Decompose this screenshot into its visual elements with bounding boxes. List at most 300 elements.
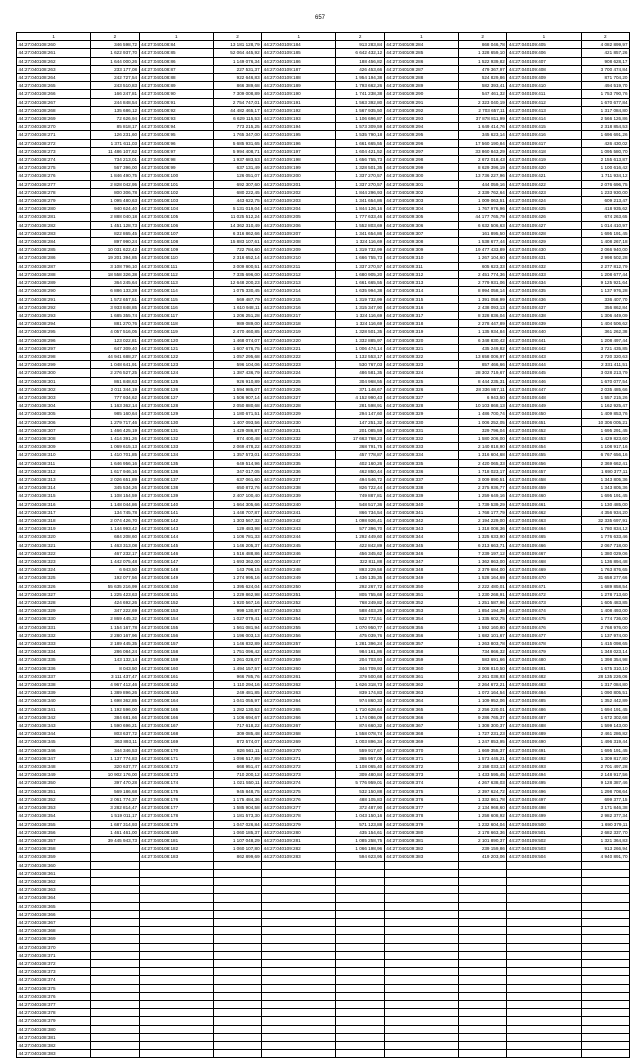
cadastral-number-cell: 44:27:040109:449: [507, 402, 581, 410]
table-row: [17, 795, 630, 803]
cadastral-number-cell: 44:27:040109:383: [384, 853, 458, 861]
cadastral-number-cell: 44:27:040108:300: [17, 369, 91, 377]
cadastral-value-cell: 1 324 116,69: [336, 238, 384, 246]
cadastral-number-cell: 44:27:040108:271: [17, 131, 91, 139]
cadastral-number-cell: 44:27:040109:202: [262, 188, 336, 196]
cadastral-value-cell: 1 230 268,91: [459, 590, 507, 598]
cadastral-value-cell: [91, 1000, 139, 1008]
cadastral-number-cell: [507, 1033, 581, 1041]
cadastral-value-cell: [91, 910, 139, 918]
cadastral-number-cell: 44:27:040109:453: [507, 434, 581, 442]
cadastral-value-cell: 1 661 665,55: [336, 279, 384, 287]
cadastral-number-cell: 44:27:040108:332: [17, 631, 91, 639]
cadastral-value-cell: 2 703 657,11: [459, 106, 507, 114]
cadastral-number-cell: 44:27:040109:258: [262, 648, 336, 656]
table-row: [17, 828, 630, 836]
cadastral-value-cell: 6 316 862,66: [213, 229, 261, 237]
cadastral-number-cell: 44:27:040108:142: [139, 516, 213, 524]
cadastral-number-cell: 44:27:040109:186: [262, 57, 336, 65]
cadastral-value-cell: 397 470,28: [91, 779, 139, 787]
cadastral-number-cell: 44:27:040109:376: [384, 795, 458, 803]
table-row: [17, 672, 630, 680]
cadastral-number-cell: 44:27:040108:176: [139, 795, 213, 803]
cadastral-value-cell: 1 309 817,80: [581, 754, 629, 762]
cadastral-value-cell: 1 768 177,79: [459, 508, 507, 516]
cadastral-number-cell: 44:27:040108:292: [17, 303, 91, 311]
cadastral-value-cell: 1 389 896,26: [91, 689, 139, 697]
cadastral-value-cell: 1 174 086,09: [336, 713, 384, 721]
cadastral-number-cell: 44:27:040108:84: [139, 41, 213, 49]
cadastral-value-cell: 1 433 595,45: [459, 771, 507, 779]
cadastral-value-cell: 2 339 762,64: [459, 188, 507, 196]
cadastral-value-cell: 2 101 890,37: [459, 836, 507, 844]
cadastral-number-cell: [384, 1025, 458, 1033]
cadastral-value-cell: [213, 927, 261, 935]
cadastral-number-cell: 44:27:040109:252: [262, 599, 336, 607]
cadastral-value-cell: [336, 968, 384, 976]
cadastral-value-cell: 281 598,91: [336, 402, 384, 410]
cadastral-value-cell: 7 239 197,12: [459, 549, 507, 557]
cadastral-value-cell: [336, 1041, 384, 1049]
cadastral-number-cell: 44:27:040109:466: [507, 541, 581, 549]
cadastral-number-cell: 44:27:040108:328: [17, 599, 91, 607]
cadastral-value-cell: 72 626,94: [91, 115, 139, 123]
cadastral-number-cell: 44:27:040108:86: [139, 57, 213, 65]
cadastral-value-cell: 1 711 934,12: [581, 172, 629, 180]
cadastral-value-cell: 1 343 805,36: [581, 484, 629, 492]
cadastral-value-cell: 443 622,75: [213, 197, 261, 205]
page-number: 657: [314, 15, 325, 21]
cadastral-number-cell: 44:27:040108:365: [17, 902, 91, 910]
cadastral-number-cell: 44:27:040109:359: [384, 656, 458, 664]
cadastral-number-cell: 44:27:040108:95: [139, 131, 213, 139]
cadastral-value-cell: [581, 927, 629, 935]
cadastral-number-cell: [139, 1009, 213, 1017]
cadastral-number-cell: 44:27:040108:379: [17, 1017, 91, 1025]
cadastral-number-cell: 44:27:040109:346: [384, 549, 458, 557]
cadastral-value-cell: 188 456,82: [336, 57, 384, 65]
cadastral-value-cell: 1 552 803,69: [336, 221, 384, 229]
cadastral-number-cell: 44:27:040108:171: [139, 754, 213, 762]
cadastral-value-cell: 1 739 539,29: [459, 500, 507, 508]
cadastral-number-cell: 44:27:040109:306: [384, 221, 458, 229]
table-row: [17, 549, 630, 557]
cadastral-number-cell: 44:27:040108:106: [139, 221, 213, 229]
cadastral-value-cell: 1 496 319,44: [581, 738, 629, 746]
cadastral-number-cell: 44:27:040108:324: [17, 566, 91, 574]
table-row: [17, 188, 630, 196]
table-row: [17, 254, 630, 262]
cadastral-number-cell: 44:27:040109:382: [384, 845, 458, 853]
cadastral-number-cell: 44:27:040109:261: [262, 672, 336, 680]
cadastral-value-cell: 1 442 075,48: [91, 558, 139, 566]
cadastral-number-cell: [507, 1041, 581, 1049]
cadastral-number-cell: 44:27:040109:270: [262, 746, 336, 754]
cadastral-number-cell: [384, 992, 458, 1000]
cadastral-number-cell: 44:27:040109:282: [262, 845, 336, 853]
cadastral-value-cell: 344 709,93: [336, 664, 384, 672]
cadastral-value-cell: 1 263 803,78: [459, 640, 507, 648]
cadastral-number-cell: 44:27:040108:155: [139, 623, 213, 631]
cadastral-value-cell: 1 180 671,51: [213, 410, 261, 418]
cadastral-value-cell: 243 510,83: [91, 82, 139, 90]
cadastral-value-cell: 1 689 858,54: [581, 582, 629, 590]
cadastral-number-cell: 44:27:040108:158: [139, 648, 213, 656]
cadastral-number-cell: 44:27:040108:321: [17, 541, 91, 549]
table-row: [17, 992, 630, 1000]
cadastral-number-cell: 44:27:040108:144: [139, 533, 213, 541]
cadastral-number-cell: [262, 976, 336, 984]
cadastral-number-cell: 44:27:040109:276: [262, 795, 336, 803]
cadastral-value-cell: 3 282 814,47: [91, 804, 139, 812]
cadastral-value-cell: 1 146 205,37: [213, 541, 261, 549]
cadastral-number-cell: [139, 935, 213, 943]
table-row: [17, 508, 630, 516]
cadastral-number-cell: [262, 1000, 336, 1008]
cadastral-value-cell: 2 067 718,00: [581, 541, 629, 549]
cadastral-value-cell: 777 934,62: [91, 393, 139, 401]
cadastral-value-cell: 1 108 917,16: [581, 443, 629, 451]
cadastral-value-cell: 1 047 026,84: [213, 820, 261, 828]
cadastral-value-cell: [459, 1050, 507, 1058]
cadastral-number-cell: [507, 869, 581, 877]
cadastral-value-cell: 345 534,26: [91, 484, 139, 492]
cadastral-number-cell: 44:27:040108:318: [17, 516, 91, 524]
table-row: [17, 746, 630, 754]
cadastral-number-cell: 44:27:040109:436: [507, 295, 581, 303]
cadastral-number-cell: 44:27:040109:232: [262, 434, 336, 442]
cadastral-value-cell: 1 572 657,51: [91, 295, 139, 303]
cadastral-value-cell: 583 691,66: [459, 656, 507, 664]
cadastral-value-cell: 1 208 677,44: [581, 270, 629, 278]
cadastral-number-cell: 44:27:040109:459: [507, 484, 581, 492]
cadastral-value-cell: [213, 1017, 261, 1025]
cadastral-value-cell: 1 041 055,97: [213, 697, 261, 705]
cadastral-value-cell: 345 623,14: [459, 131, 507, 139]
cadastral-number-cell: 44:27:040108:358: [17, 845, 91, 853]
cadastral-value-cell: 244 848,54: [91, 98, 139, 106]
cadastral-value-cell: 1 751 096,42: [213, 648, 261, 656]
cadastral-number-cell: 44:27:040109:490: [507, 738, 581, 746]
cadastral-value-cell: 2 888 040,18: [91, 213, 139, 221]
cadastral-number-cell: 44:27:040109:240: [262, 500, 336, 508]
cadastral-number-cell: 44:27:040108:172: [139, 763, 213, 771]
cadastral-value-cell: 722 784,60: [213, 246, 261, 254]
cadastral-value-cell: 365 957,05: [336, 754, 384, 762]
cadastral-number-cell: 44:27:040108:376: [17, 992, 91, 1000]
cadastral-number-cell: 44:27:040108:320: [17, 533, 91, 541]
cadastral-number-cell: 44:27:040108:364: [17, 894, 91, 902]
cadastral-value-cell: [581, 902, 629, 910]
table-row: [17, 574, 630, 582]
cadastral-value-cell: 1 208 497,44: [581, 336, 629, 344]
cadastral-value-cell: 2 470 460,85: [213, 328, 261, 336]
cadastral-value-cell: 1 622 937,70: [91, 49, 139, 57]
cadastral-number-cell: 44:27:040109:501: [507, 828, 581, 836]
cadastral-number-cell: [262, 951, 336, 959]
cadastral-value-cell: [581, 984, 629, 992]
cadastral-value-cell: 8 994 058,14: [459, 287, 507, 295]
cadastral-value-cell: 826 722,44: [336, 484, 384, 492]
table-row: [17, 49, 630, 57]
cadastral-number-cell: 44:27:040109:318: [384, 320, 458, 328]
cadastral-number-cell: 44:27:040109:450: [507, 410, 581, 418]
cadastral-number-cell: 44:27:040109:358: [384, 648, 458, 656]
cadastral-number-cell: 44:27:040109:192: [262, 106, 336, 114]
cadastral-number-cell: 44:27:040109:379: [384, 820, 458, 828]
cadastral-number-cell: 44:27:040109:349: [384, 574, 458, 582]
cadastral-number-cell: 44:27:040109:209: [262, 246, 336, 254]
cadastral-number-cell: 44:27:040109:430: [507, 246, 581, 254]
cadastral-value-cell: [336, 877, 384, 885]
cadastral-number-cell: 44:27:040108:114: [139, 287, 213, 295]
cadastral-value-cell: 684 208,60: [91, 533, 139, 541]
cadastral-number-cell: 44:27:040109:344: [384, 533, 458, 541]
cadastral-value-cell: 874 660,32: [336, 722, 384, 730]
cadastral-number-cell: 44:27:040108:378: [17, 1009, 91, 1017]
cadastral-number-cell: [262, 943, 336, 951]
cadastral-value-cell: 10 103 868,13: [459, 402, 507, 410]
cadastral-value-cell: 1 696 691,26: [581, 131, 629, 139]
cadastral-number-cell: 44:27:040109:217: [262, 311, 336, 319]
cadastral-number-cell: 44:27:040109:435: [507, 287, 581, 295]
cadastral-number-cell: [384, 1041, 458, 1049]
cadastral-number-cell: [262, 1025, 336, 1033]
cadastral-value-cell: 1 251 587,96: [459, 599, 507, 607]
cadastral-number-cell: 44:27:040108:140: [139, 500, 213, 508]
cadastral-value-cell: 6 213 663,71: [459, 541, 507, 549]
cadastral-value-cell: 9 128 387,46: [581, 779, 629, 787]
cadastral-number-cell: 44:27:040108:96: [139, 139, 213, 147]
cadastral-value-cell: 637 061,60: [213, 475, 261, 483]
cadastral-value-cell: 2 278 447,89: [459, 320, 507, 328]
cadastral-value-cell: [336, 1033, 384, 1041]
cadastral-number-cell: 44:27:040108:290: [17, 287, 91, 295]
table-row: [17, 467, 630, 475]
cadastral-number-cell: [507, 1025, 581, 1033]
cadastral-value-cell: 1 319 732,99: [336, 295, 384, 303]
cadastral-value-cell: 1 695 191,45: [581, 229, 629, 237]
cadastral-number-cell: [262, 959, 336, 967]
cadastral-value-cell: 6 886 133,28: [91, 287, 139, 295]
cadastral-value-cell: 6 767 656,16: [581, 451, 629, 459]
table-row: [17, 492, 630, 500]
cadastral-number-cell: 44:27:040109:279: [262, 820, 336, 828]
cadastral-value-cell: 426 453,66: [336, 65, 384, 73]
cadastral-value-cell: 1 371 611,03: [91, 139, 139, 147]
cadastral-value-cell: 13 736 227,96: [459, 172, 507, 180]
cadastral-number-cell: [139, 1017, 213, 1025]
cadastral-number-cell: 44:27:040108:141: [139, 508, 213, 516]
cadastral-value-cell: [213, 959, 261, 967]
cadastral-value-cell: 1 466 425,19: [91, 426, 139, 434]
cadastral-value-cell: [213, 1009, 261, 1017]
cadastral-value-cell: [459, 951, 507, 959]
cadastral-value-cell: 989 089,00: [213, 320, 261, 328]
cadastral-number-cell: 44:27:040109:472: [507, 590, 581, 598]
cadastral-number-cell: 44:27:040108:310: [17, 451, 91, 459]
table-row: [17, 877, 630, 885]
table-row: [17, 385, 630, 393]
cadastral-number-cell: 44:27:040108:287: [17, 262, 91, 270]
cadastral-number-cell: 44:27:040108:368: [17, 927, 91, 935]
cadastral-value-cell: 2 461 286,82: [581, 730, 629, 738]
cadastral-number-cell: 44:27:040108:302: [17, 385, 91, 393]
cadastral-value-cell: 2 256 220,01: [459, 705, 507, 713]
cadastral-value-cell: [91, 927, 139, 935]
cadastral-number-cell: 44:27:040109:203: [262, 197, 336, 205]
cadastral-value-cell: 2 011 344,19: [91, 385, 139, 393]
cadastral-number-cell: 44:27:040108:175: [139, 787, 213, 795]
cadastral-value-cell: [213, 1041, 261, 1049]
cadastral-number-cell: [507, 894, 581, 902]
cadastral-number-cell: 44:27:040109:312: [384, 270, 458, 278]
cadastral-value-cell: 2 061 774,37: [91, 795, 139, 803]
cadastral-value-cell: 6 629 115,53: [213, 115, 261, 123]
cadastral-number-cell: 44:27:040109:233: [262, 443, 336, 451]
cadastral-value-cell: 347 222,69: [91, 607, 139, 615]
cadastral-number-cell: 44:27:040108:355: [17, 820, 91, 828]
cadastral-number-cell: 44:27:040108:165: [139, 705, 213, 713]
cadastral-number-cell: 44:27:040108:265: [17, 82, 91, 90]
table-row: [17, 566, 630, 574]
cadastral-number-cell: [507, 902, 581, 910]
cadastral-value-cell: [459, 877, 507, 885]
cadastral-number-cell: 44:27:040108:295: [17, 328, 91, 336]
cadastral-value-cell: 1 325 633,90: [459, 533, 507, 541]
cadastral-number-cell: 44:27:040109:432: [507, 262, 581, 270]
cadastral-number-cell: [139, 951, 213, 959]
cadastral-number-cell: [262, 968, 336, 976]
cadastral-number-cell: 44:27:040108:178: [139, 812, 213, 820]
cadastral-number-cell: 44:27:040109:357: [384, 640, 458, 648]
cadastral-number-cell: 44:27:040108:351: [17, 787, 91, 795]
cadastral-value-cell: 2 379 684,00: [459, 566, 507, 574]
cadastral-value-cell: 1 557 215,26: [581, 393, 629, 401]
cadastral-number-cell: 44:27:040108:164: [139, 697, 213, 705]
table-row: [17, 820, 630, 828]
cadastral-value-cell: 347 017,05: [213, 467, 261, 475]
cadastral-value-cell: 2 189 445,35: [91, 640, 139, 648]
cadastral-value-cell: 1 132 553,17: [336, 352, 384, 360]
cadastral-number-cell: 44:27:040108:303: [17, 393, 91, 401]
cadastral-number-cell: 44:27:040109:295: [384, 131, 458, 139]
cadastral-number-cell: [384, 902, 458, 910]
cadastral-number-cell: 44:27:040108:98: [139, 156, 213, 164]
table-row: [17, 279, 630, 287]
table-row: [17, 1017, 630, 1025]
cadastral-value-cell: 1 774 736,00: [581, 615, 629, 623]
cadastral-number-cell: [262, 1050, 336, 1058]
cadastral-value-cell: 2 768 976,00: [581, 623, 629, 631]
cadastral-number-cell: 44:27:040108:327: [17, 590, 91, 598]
cadastral-value-cell: 1 694 191,45: [581, 705, 629, 713]
cadastral-value-cell: 1 095 480,63: [91, 197, 139, 205]
cadastral-value-cell: 304 968,55: [336, 377, 384, 385]
cadastral-number-cell: 44:27:040109:356: [384, 631, 458, 639]
table-row: [17, 434, 630, 442]
table-row: [17, 1000, 630, 1008]
cadastral-number-cell: 44:27:040109:238: [262, 484, 336, 492]
cadastral-value-cell: 1 763 876,65: [581, 566, 629, 574]
table-row: [17, 943, 630, 951]
cadastral-number-cell: [384, 886, 458, 894]
cadastral-value-cell: 1 580 206,00: [459, 434, 507, 442]
cadastral-number-cell: 44:27:040108:333: [17, 640, 91, 648]
cadastral-value-cell: 922 646,83: [213, 74, 261, 82]
cadastral-number-cell: 44:27:040108:163: [139, 689, 213, 697]
cadastral-value-cell: [91, 992, 139, 1000]
cadastral-value-cell: 547 461,32: [459, 90, 507, 98]
cadastral-value-cell: 1 573 309,59: [336, 123, 384, 131]
cadastral-value-cell: [581, 1017, 629, 1025]
cadastral-number-cell: 44:27:040109:464: [507, 525, 581, 533]
cadastral-value-cell: 3 721 435,85: [581, 344, 629, 352]
cadastral-number-cell: [507, 1017, 581, 1025]
cadastral-value-cell: [91, 976, 139, 984]
cadastral-value-cell: 1 563 392,80: [336, 98, 384, 106]
cadastral-number-cell: 44:27:040108:371: [17, 951, 91, 959]
cadastral-value-cell: 1 070 950,77: [336, 623, 384, 631]
cadastral-value-cell: 1 060 185,37: [213, 828, 261, 836]
cadastral-value-cell: 1 494 157,57: [213, 664, 261, 672]
cadastral-value-cell: 1 649 414,76: [459, 123, 507, 131]
cadastral-number-cell: 44:27:040109:492: [507, 754, 581, 762]
cadastral-number-cell: 44:27:040108:102: [139, 188, 213, 196]
table-row: [17, 754, 630, 762]
cadastral-value-cell: 5 131 019,04: [213, 205, 261, 213]
cadastral-number-cell: [139, 861, 213, 869]
cadastral-number-cell: 44:27:040109:411: [507, 90, 581, 98]
cadastral-number-cell: [262, 877, 336, 885]
table-row: [17, 311, 630, 319]
cadastral-value-cell: 650 872,76: [213, 484, 261, 492]
cadastral-number-cell: 44:27:040109:351: [384, 590, 458, 598]
cadastral-value-cell: 8 629 396,19: [459, 164, 507, 172]
cadastral-value-cell: 55 635 216,99: [91, 582, 139, 590]
cadastral-number-cell: 44:27:040108:281: [17, 213, 91, 221]
cadastral-number-cell: 44:27:040108:343: [17, 722, 91, 730]
cadastral-value-cell: [581, 1000, 629, 1008]
cadastral-number-cell: 44:27:040109:283: [262, 853, 336, 861]
cadastral-value-cell: 569 186,68: [91, 787, 139, 795]
cadastral-number-cell: 44:27:040108:260: [17, 41, 91, 49]
cadastral-value-cell: [336, 861, 384, 869]
cadastral-value-cell: 1 718 023,17: [459, 467, 507, 475]
cadastral-number-cell: [139, 984, 213, 992]
cadastral-value-cell: [336, 959, 384, 967]
cadastral-number-cell: 44:27:040109:316: [384, 303, 458, 311]
cadastral-value-cell: 1 328 501,35: [336, 328, 384, 336]
cadastral-number-cell: 44:27:040109:188: [262, 74, 336, 82]
cadastral-number-cell: 44:27:040109:452: [507, 426, 581, 434]
column-header-number: 1: [17, 33, 91, 41]
cadastral-number-cell: 44:27:040109:311: [384, 262, 458, 270]
cadastral-value-cell: 292 267,72: [336, 582, 384, 590]
cadastral-value-cell: 6 642 432,12: [336, 49, 384, 57]
cadastral-number-cell: 44:27:040109:308: [384, 238, 458, 246]
cadastral-value-cell: 647 309,40: [91, 344, 139, 352]
cadastral-value-cell: 356 862,84: [581, 303, 629, 311]
cadastral-number-cell: 44:27:040109:215: [262, 295, 336, 303]
cadastral-value-cell: 1 436 135,35: [336, 574, 384, 582]
cadastral-value-cell: 3 700 474,84: [581, 65, 629, 73]
cadastral-value-cell: 286 084,24: [91, 648, 139, 656]
cadastral-number-cell: 44:27:040108:118: [139, 320, 213, 328]
cadastral-number-cell: 44:27:040109:408: [507, 65, 581, 73]
cadastral-value-cell: 1 328 659,10: [459, 49, 507, 57]
cadastral-value-cell: 44 177 765,79: [459, 213, 507, 221]
